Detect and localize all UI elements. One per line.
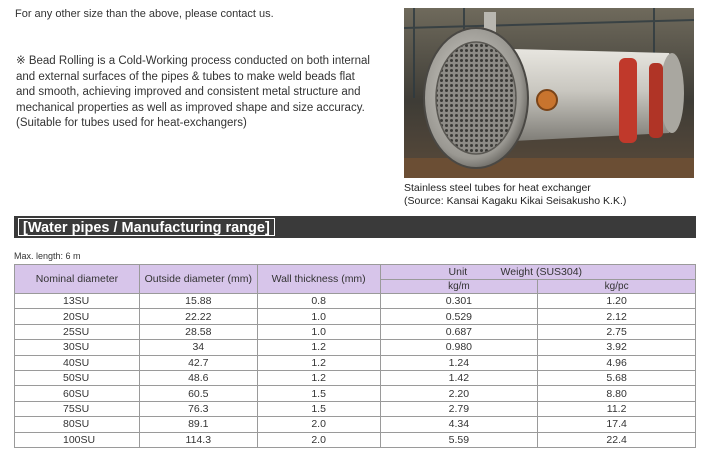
cell-wall-thickness: 1.5 [257,401,380,416]
cell-nominal-diameter: 25SU [15,324,140,339]
cell-wall-thickness: 1.2 [257,370,380,385]
cell-nominal-diameter: 80SU [15,417,140,432]
cell-weight-kg-per-m: 0.687 [380,324,538,339]
header-nominal-diameter: Nominal diameter [15,265,140,294]
table-row [15,370,696,385]
cell-wall-thickness: 1.0 [257,324,380,339]
photo-caption [404,182,626,208]
cell-weight-kg-per-m: 2.20 [380,386,538,401]
cell-weight-kg-per-pc: 3.92 [538,340,696,355]
cell-weight-kg-per-m: 0.301 [380,294,538,309]
header-outside-diameter: Outside diameter (mm) [139,265,257,294]
cell-weight-kg-per-pc: 2.12 [538,309,696,324]
section-title: [Water pipes / Manufacturing range] [18,218,275,236]
cell-nominal-diameter: 20SU [15,309,140,324]
table-body [15,294,696,448]
cell-weight-kg-per-m: 4.34 [380,417,538,432]
bead-rolling-description [16,54,396,132]
table-row [15,340,696,355]
cell-weight-kg-per-pc: 17.4 [538,417,696,432]
cell-wall-thickness: 2.0 [257,432,380,447]
bead-rolling-line: mechanical properties as well as improved shape and size accuracy. [16,101,365,114]
section-header-bar [14,216,696,238]
cell-nominal-diameter: 100SU [15,432,140,447]
cell-outside-diameter: 76.3 [139,401,257,416]
cell-weight-kg-per-pc: 8.80 [538,386,696,401]
cell-wall-thickness: 2.0 [257,417,380,432]
cell-wall-thickness: 1.5 [257,386,380,401]
cell-wall-thickness: 1.0 [257,309,380,324]
table-row [15,401,696,416]
water-pipes-table [14,264,696,448]
cell-nominal-diameter: 13SU [15,294,140,309]
header-wall-thickness: Wall thickness (mm) [257,265,380,294]
table-row [15,324,696,339]
cell-outside-diameter: 42.7 [139,355,257,370]
table-row [15,432,696,447]
cell-nominal-diameter: 60SU [15,386,140,401]
cell-weight-kg-per-m: 0.529 [380,309,538,324]
cell-weight-kg-per-m: 1.24 [380,355,538,370]
bead-rolling-line: ※ Bead Rolling is a Cold-Working process conducted on both internal [16,55,370,67]
cell-nominal-diameter: 40SU [15,355,140,370]
cell-wall-thickness: 1.2 [257,340,380,355]
photo-caption-line: (Source: Kansai Kagaku Kikai Seisakusho K.K.) [404,195,627,207]
header-unit-weight [380,265,695,280]
cell-weight-kg-per-pc: 1.20 [538,294,696,309]
header-weight: Weight (SUS304) [500,266,583,278]
table-row [15,309,696,324]
table-row [15,294,696,309]
bead-rolling-line: (Suitable for tubes used for heat-exchangers) [16,117,247,129]
cell-weight-kg-per-m: 1.42 [380,370,538,385]
cell-nominal-diameter: 50SU [15,370,140,385]
header-kg-per-pc: kg/pc [538,280,696,294]
cell-weight-kg-per-pc: 4.96 [538,355,696,370]
cell-weight-kg-per-m: 2.79 [380,401,538,416]
cell-weight-kg-per-pc: 5.68 [538,370,696,385]
cell-weight-kg-per-pc: 22.4 [538,432,696,447]
cell-weight-kg-per-pc: 11.2 [538,401,696,416]
cell-outside-diameter: 89.1 [139,417,257,432]
cell-outside-diameter: 15.88 [139,294,257,309]
cell-wall-thickness: 0.8 [257,294,380,309]
cell-outside-diameter: 114.3 [139,432,257,447]
photo-caption-line: Stainless steel tubes for heat exchanger [404,182,591,194]
header-unit: Unit [448,266,468,278]
contact-note: For any other size than the above, please contact us. [15,8,274,20]
heat-exchanger-photo [404,8,694,178]
cell-wall-thickness: 1.2 [257,355,380,370]
cell-weight-kg-per-pc: 2.75 [538,324,696,339]
heat-exchanger-illustration [404,8,694,178]
bead-rolling-line: and external surfaces of the pipes & tubes to make weld beads flat [16,70,355,83]
cell-outside-diameter: 34 [139,340,257,355]
cell-nominal-diameter: 75SU [15,401,140,416]
table-row [15,355,696,370]
cell-outside-diameter: 60.5 [139,386,257,401]
max-length-note: Max. length: 6 m [14,251,81,261]
cell-weight-kg-per-m: 5.59 [380,432,538,447]
header-kg-per-m: kg/m [380,280,538,294]
cell-nominal-diameter: 30SU [15,340,140,355]
table-row [15,386,696,401]
bead-rolling-line: and smooth, achieving improved and consistent metal structure and [16,86,361,98]
cell-weight-kg-per-m: 0.980 [380,340,538,355]
cell-outside-diameter: 28.58 [139,324,257,339]
cell-outside-diameter: 48.6 [139,370,257,385]
table-row [15,417,696,432]
cell-outside-diameter: 22.22 [139,309,257,324]
